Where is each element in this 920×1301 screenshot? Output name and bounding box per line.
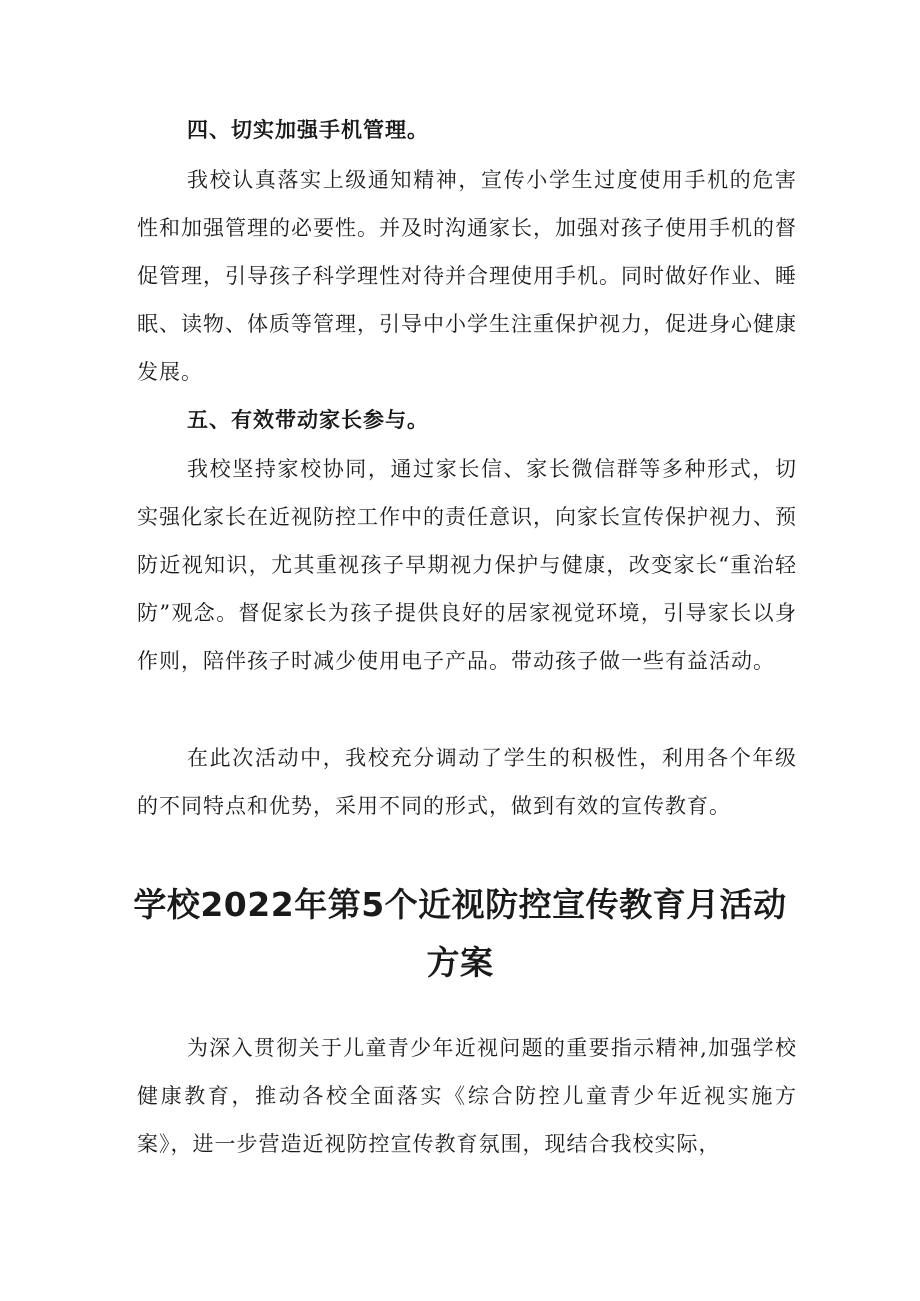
paragraph-phone-management: 我校认真落实上级通知精神，宣传小学生过度使用手机的危害性和加强管理的必要性。并及时沟通家长，加强对孩子使用手机的督促管理，引导孩子科学理性对待并合理使用手机。同时做好作业、睡眠、读物、体质等管理，引导中小学生注重保护视力，促进身心健康发展。 [137,168,797,384]
section-heading-phone-management: 四、切实加强手机管理。 [187,118,429,142]
paragraph-conclusion: 在此次活动中，我校充分调动了学生的积极性，利用各个年级的不同特点和优势，采用不同的形式，做到有效的宣传教育。 [137,746,797,818]
paragraph-parent-involvement: 我校坚持家校协同，通过家长信、家长微信群等多种形式，切实强化家长在近视防控工作中的责任意识，向家长宣传保护视力、预防近视知识，尤其重视孩子早期视力保护与健康，改变家长“重治轻防”观念。督促家长为孩子提供良好的居家视觉环境，引导家长以身作则，陪伴孩子时减少使用电子产品。带动孩子做一些有益活动。 [137,457,797,673]
paragraph-plan-intro: 为深入贯彻关于儿童青少年近视问题的重要指示精神,加强学校健康教育，推动各校全面落实《综合防控儿童青少年近视实施方案》，进一步营造近视防控宣传教育氛围，现结合我校实际， [137,1036,797,1156]
section-heading-parent-involvement: 五、有效带动家长参与。 [187,408,429,432]
plan-title: 学校2022年第5个近视防控宣传教育月活动方案 [133,885,787,982]
